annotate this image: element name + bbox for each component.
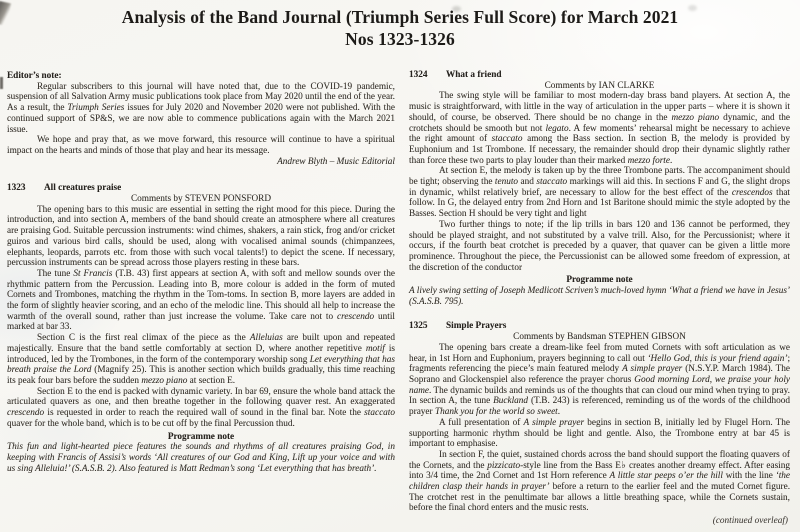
section-paragraph: Two further things to note; if the lip trills in bars 120 and 136 cannot be performed, they should be played straight, and not substituted by a valve trill. Also, for the Percussionist; where it occurs, if the fourth beat crotchet is preceded by a quaver, that quaver can be given a little more prominence. Throughout the piece, the Percussionist can be allowed some freedom of expression, at the discretion of the conductor	[409, 219, 790, 273]
section-byline: Comments by Bandsman STEPHEN GIBSON	[513, 332, 686, 343]
section-paragraph: A full presentation of A simple prayer begins in section B, initially led by Flugel Horn. The supporting harmonic rhythm should be light and gentle. Also, the Trombone entry at bar 45 is important to emphasise.	[409, 417, 791, 450]
section-1324	[409, 70, 790, 307]
editor-signature: Andrew Blyth – Music Editorial	[277, 156, 395, 167]
document-title-line-1: Analysis of the Band Journal (Triumph Series Full Score) for March 2021	[121, 7, 679, 27]
document-title	[0, 0, 800, 50]
section-heading	[409, 70, 790, 81]
section-byline: Comments by IAN CLARKE	[544, 80, 655, 91]
editor-note-paragraph: We hope and pray that, as we move forward, this resource will continue to have a spiritual impact on the hearts and minds of those that play and hear its message.	[7, 135, 395, 156]
section-paragraph: The opening bars to this music are essential in setting the right mood for this piece. During the introduction, and into section A, members of the band should create an atmosphere where all creatures are praising God. Suitable percussion instruments: wind chimes, shakers, a rain stick, frog and/or cricket guiros and various bird calls, should be used, along with vocalised animal sounds (chimpanzees, elephants, leopards, parrots etc. from those with such vocal talents!) to depict the scene. If necessary, percussion instruments can be spread across those players resting in these bars.	[7, 204, 395, 269]
section-title: Simple Prayers	[446, 321, 507, 332]
section-number: 1325	[409, 321, 428, 332]
section-paragraph: The swing style will be familiar to most modern-day brass band players. At section A, the music is straightforward, with little in the way of articulation in the upper parts – where it is shown it should, of course, be observed. There should be no change in the mezzo piano dynamic, and the crotchets should be smooth but not legato. A few moments’ rehearsal might be necessary to achieve the right amount of staccato among the Bass section. In section B, the melody is provided by Euphonium and 1st Trombone. If necessary, the remainder should drop their dynamic slightly rather than force these two parts to play louder than their marked mezzo forte.	[409, 91, 791, 166]
section-heading	[409, 321, 790, 332]
section-paragraph: Section E to the end is packed with dynamic variety. In bar 69, ensure the whole band attack the articulated quavers as one, and then breathe together in the following quaver rest. An exaggerated crescendo is requested in order to reach the required wall of sound in the final bar. Note the staccato quaver for the whole band, which is to be cut off by the final Percussion thud.	[7, 386, 395, 429]
left-column	[7, 71, 395, 474]
section-paragraph: In section F, the quiet, sustained chords across the band should support the floating quavers of the Cornets, and the pizzicato-style line from the Bass E♭ creates another dreamy effect. After easing into 3/4 time, the 2nd Cornet and 1st Horn reference A little star peeps o’er the hill with the line ‘the children clasp their hands in prayer’ before a return to the earlier feel and the muted Cornet figure. The crotchet rest in the penultimate bar allows a little breathing space, while the Cornets sustain, before the final chord enters and the music rests.	[409, 449, 791, 514]
section-byline: Comments by STEVEN PONSFORD	[130, 194, 272, 205]
scan-mark-icon	[0, 77, 3, 89]
section-paragraph: Section C is the first real climax of the piece as the Alleluias are built upon and repeated majestically. Ensure that the band settle comfortably at section D, where another repetitive motif is introduced, led by the Trombones, in the form of the contemporary worship song Let everything that has breath praise the Lord (Magnify 25). This is another section which builds gradually, this time reaching its peak four bars before the sudden mezzo piano at section E.	[7, 333, 395, 386]
section-1325	[409, 321, 790, 514]
section-paragraph: At section E, the melody is taken up by the three Trombone parts. The accompaniment should be tight; observing the tenuto and staccato markings will aid this. In sections F and G, the slight drops in dynamic, whilst relatively brief, are necessary to allow for the best effect of the crescendos that follow. In G, the delayed entry from 2nd Horn and 1st Baritone should mimic the style adopted by the Basses. Section H should be very tight and light	[409, 166, 790, 220]
section-paragraph: The opening bars create a dream-like feel from muted Cornets with soft articulation as we hear, in 1st Horn and Euphonium, prayers beginning to call out ‘Hello God, this is your friend again’; fragments referencing the piece’s main featured melody A simple prayer (N.S.Y.P. March 1984). The Soprano and Glockenspiel also reference the prayer chorus Good morning Lord, we praise your holy name. The dynamic builds and reminds us of the thoughts that can cloud our mind when trying to pray. In section A, the tune Buckland (T.B. 243) is referenced, reminding us of the words of the childhood prayer Thank you for the world so sweet.	[409, 342, 791, 418]
programme-note: This fun and light-hearted piece features the sounds and rhythms of all creatures praising God, in keeping with Francis of Assisi’s words ‘All creatures of our God and King, Lift up your voice and with us sing Alleluia!’ (S.A.S.B. 2). Also featured is Matt Redman’s song ‘Let everything that has breath’.	[7, 442, 395, 474]
scan-spot-icon	[688, 5, 697, 11]
section-heading	[7, 183, 395, 194]
section-number: 1323	[7, 183, 26, 194]
scan-spot-icon	[452, 6, 461, 12]
section-number: 1324	[409, 70, 428, 80]
section-1323	[7, 183, 395, 474]
continuation-note: (continued overleaf)	[712, 516, 788, 526]
editor-note-paragraph: Regular subscribers to this journal will have noted that, due to the COVID-19 pandemic, suspension of all Salvation Army music publications took place from May 2020 until the end of the year. As a result, the Triumph Series issues for July 2020 and November 2020 were not published. With the continued support of SP&S, we are now able to commence publications again with the March 2021 issue.	[7, 81, 395, 135]
section-title: What a friend	[446, 70, 502, 80]
programme-note-heading: Programme note	[566, 275, 633, 286]
section-title: All creatures praise	[44, 183, 122, 194]
editor-note-heading: Editor’s note:	[7, 71, 62, 81]
right-column	[409, 70, 790, 514]
programme-note: A lively swing setting of Joseph Medlicott Scriven’s much-loved hymn ‘What a friend we have in Jesus’ (S.A.S.B. 795).	[409, 286, 790, 307]
section-paragraph: The tune St Francis (T.B. 43) first appears at section A, with soft and mellow sounds over the rhythmic pattern from the Percussion. Leading into B, more colour is added in the form of muted Cornets and Trombones, matching the rhythm in the Tom-toms. In section B, more layers are added in the form of slightly heavier scoring, and an echo of the melodic line. This should all help to increase the warmth of the overall sound, rather than just increase the volume. Take care not to crescendo until marked at bar 33.	[7, 268, 395, 333]
programme-note-heading: Programme note	[167, 431, 235, 442]
document-title-line-2: Nos 1323-1326	[345, 28, 455, 49]
